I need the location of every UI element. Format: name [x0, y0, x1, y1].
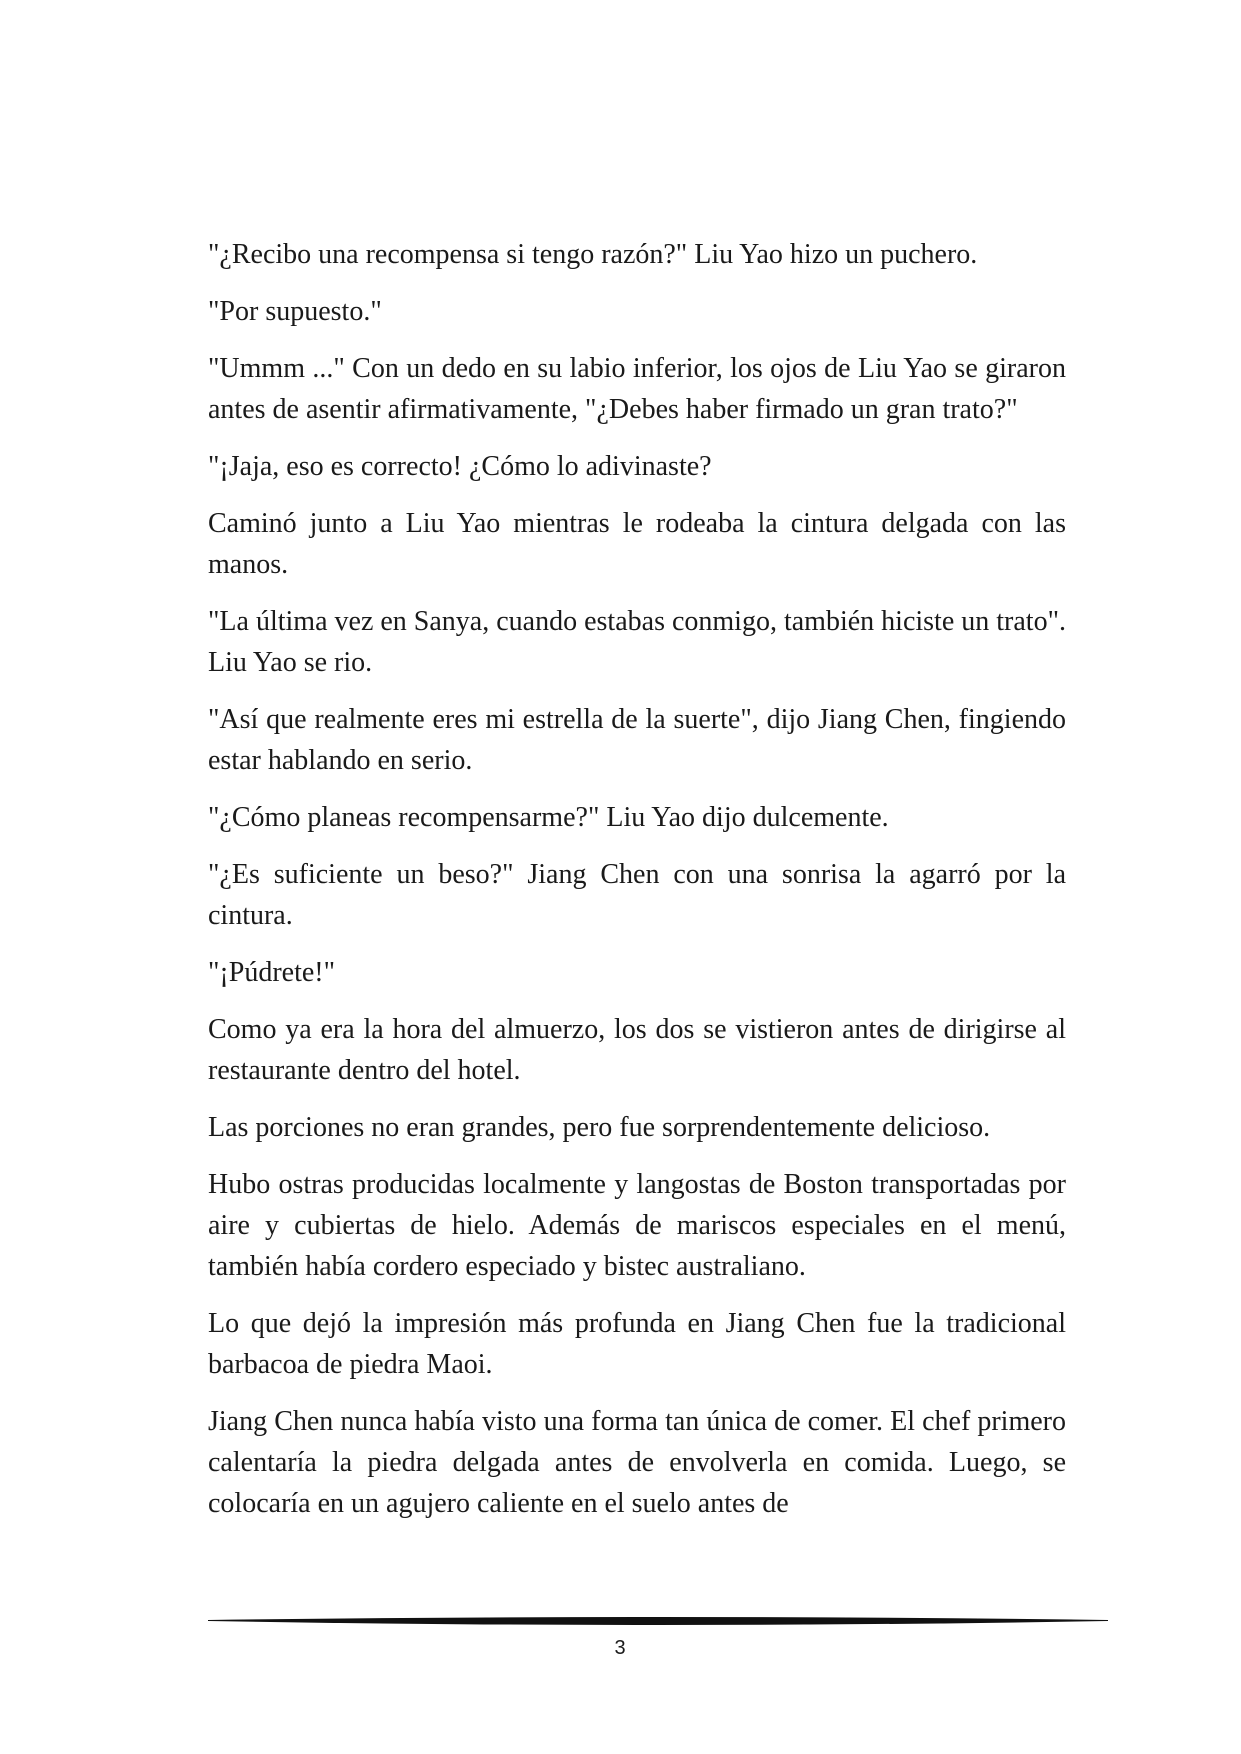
paragraph: "¿Cómo planeas recompensarme?" Liu Yao dijo dulcemente. — [208, 802, 889, 833]
paragraph: Jiang Chen nunca había visto una forma tan única de comer. El chef primero calentaría la piedra delgada antes de envolverla en comida. Luego, se colocaría en un agujero caliente en el suelo antes de — [208, 1406, 1066, 1519]
paragraph: "¿Es suficiente un beso?" Jiang Chen con una sonrisa la agarró por la cintura. — [208, 859, 1066, 931]
paragraph: Hubo ostras producidas localmente y langostas de Boston transportadas por aire y cubiertas de hielo. Además de mariscos especiales en el menú, también había cordero especiado y bistec australiano. — [208, 1169, 1066, 1282]
paragraph: Las porciones no eran grandes, pero fue sorprendentemente delicioso. — [208, 1112, 991, 1143]
page-number: 3 — [614, 1637, 626, 1659]
paragraph: "¡Jaja, eso es correcto! ¿Cómo lo adivinaste? — [208, 451, 712, 482]
paragraph: "La última vez en Sanya, cuando estabas conmigo, también hiciste un trato". Liu Yao se rio. — [208, 606, 1066, 678]
footer-divider — [208, 1615, 1108, 1627]
paragraph: Lo que dejó la impresión más profunda en Jiang Chen fue la tradicional barbacoa de piedra Maoi. — [208, 1308, 1066, 1380]
paragraph: "Por supuesto." — [208, 296, 382, 327]
paragraph: "Así que realmente eres mi estrella de la suerte", dijo Jiang Chen, fingiendo estar hablando en serio. — [208, 704, 1066, 776]
paragraph: "Ummm ..." Con un dedo en su labio inferior, los ojos de Liu Yao se giraron antes de asentir afirmativamente, "¿Debes haber firmado un gran trato?" — [208, 353, 1066, 425]
body-text — [208, 234, 1066, 1524]
paragraph: "¿Recibo una recompensa si tengo razón?" Liu Yao hizo un puchero. — [208, 239, 978, 270]
paragraph: "¡Púdrete!" — [208, 957, 336, 988]
paragraph: Caminó junto a Liu Yao mientras le rodeaba la cintura delgada con las manos. — [208, 508, 1066, 580]
paragraph: Como ya era la hora del almuerzo, los dos se vistieron antes de dirigirse al restaurante dentro del hotel. — [208, 1014, 1066, 1086]
